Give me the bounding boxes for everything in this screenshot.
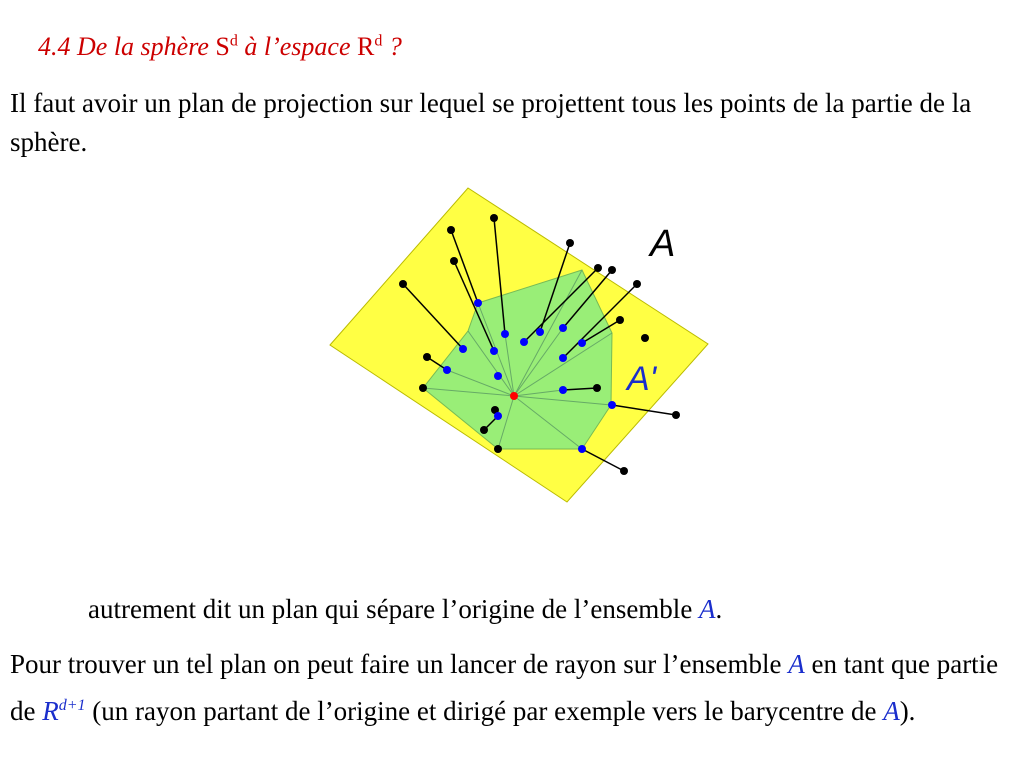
projection-figure xyxy=(300,180,720,510)
para-set-a-1: A xyxy=(788,649,805,679)
title-middle: à l’espace xyxy=(237,32,357,61)
para-part-1: Pour trouver un tel plan on peut faire un lancer de rayon sur l’ensemble xyxy=(10,649,789,679)
origin-point xyxy=(510,392,518,400)
separation-end: . xyxy=(715,594,723,624)
separation-text: autrement dit un plan qui sépare l’origine de l’ensemble xyxy=(88,594,700,624)
intro-paragraph: Il faut avoir un plan de projection sur lequel se projettent tous les points de la partie de la sphère. xyxy=(10,88,972,157)
slide-title xyxy=(38,32,402,62)
title-s-sup: d xyxy=(229,32,238,50)
title-s: S xyxy=(215,32,230,61)
label-a: A xyxy=(650,223,676,265)
set-a: A xyxy=(699,594,716,624)
title-r-sup: d xyxy=(374,32,383,50)
title-suffix: ? xyxy=(382,32,402,61)
para-part-3: (un rayon partant de l’origine et dirigé par exemple vers le barycentre de xyxy=(85,696,884,726)
title-prefix: 4.4 De la sphère xyxy=(38,32,216,61)
para-part-2: en tant que partie de xyxy=(10,649,999,726)
para-space-r-sup: d+1 xyxy=(58,697,86,714)
raycast-paragraph xyxy=(10,644,1010,732)
para-set-a-2: A xyxy=(883,696,900,726)
para-space-r: R xyxy=(42,696,59,726)
para-part-4: ). xyxy=(899,696,916,726)
separation-sentence xyxy=(88,594,722,625)
label-a-prime: A' xyxy=(627,360,657,398)
title-r: R xyxy=(357,32,375,61)
